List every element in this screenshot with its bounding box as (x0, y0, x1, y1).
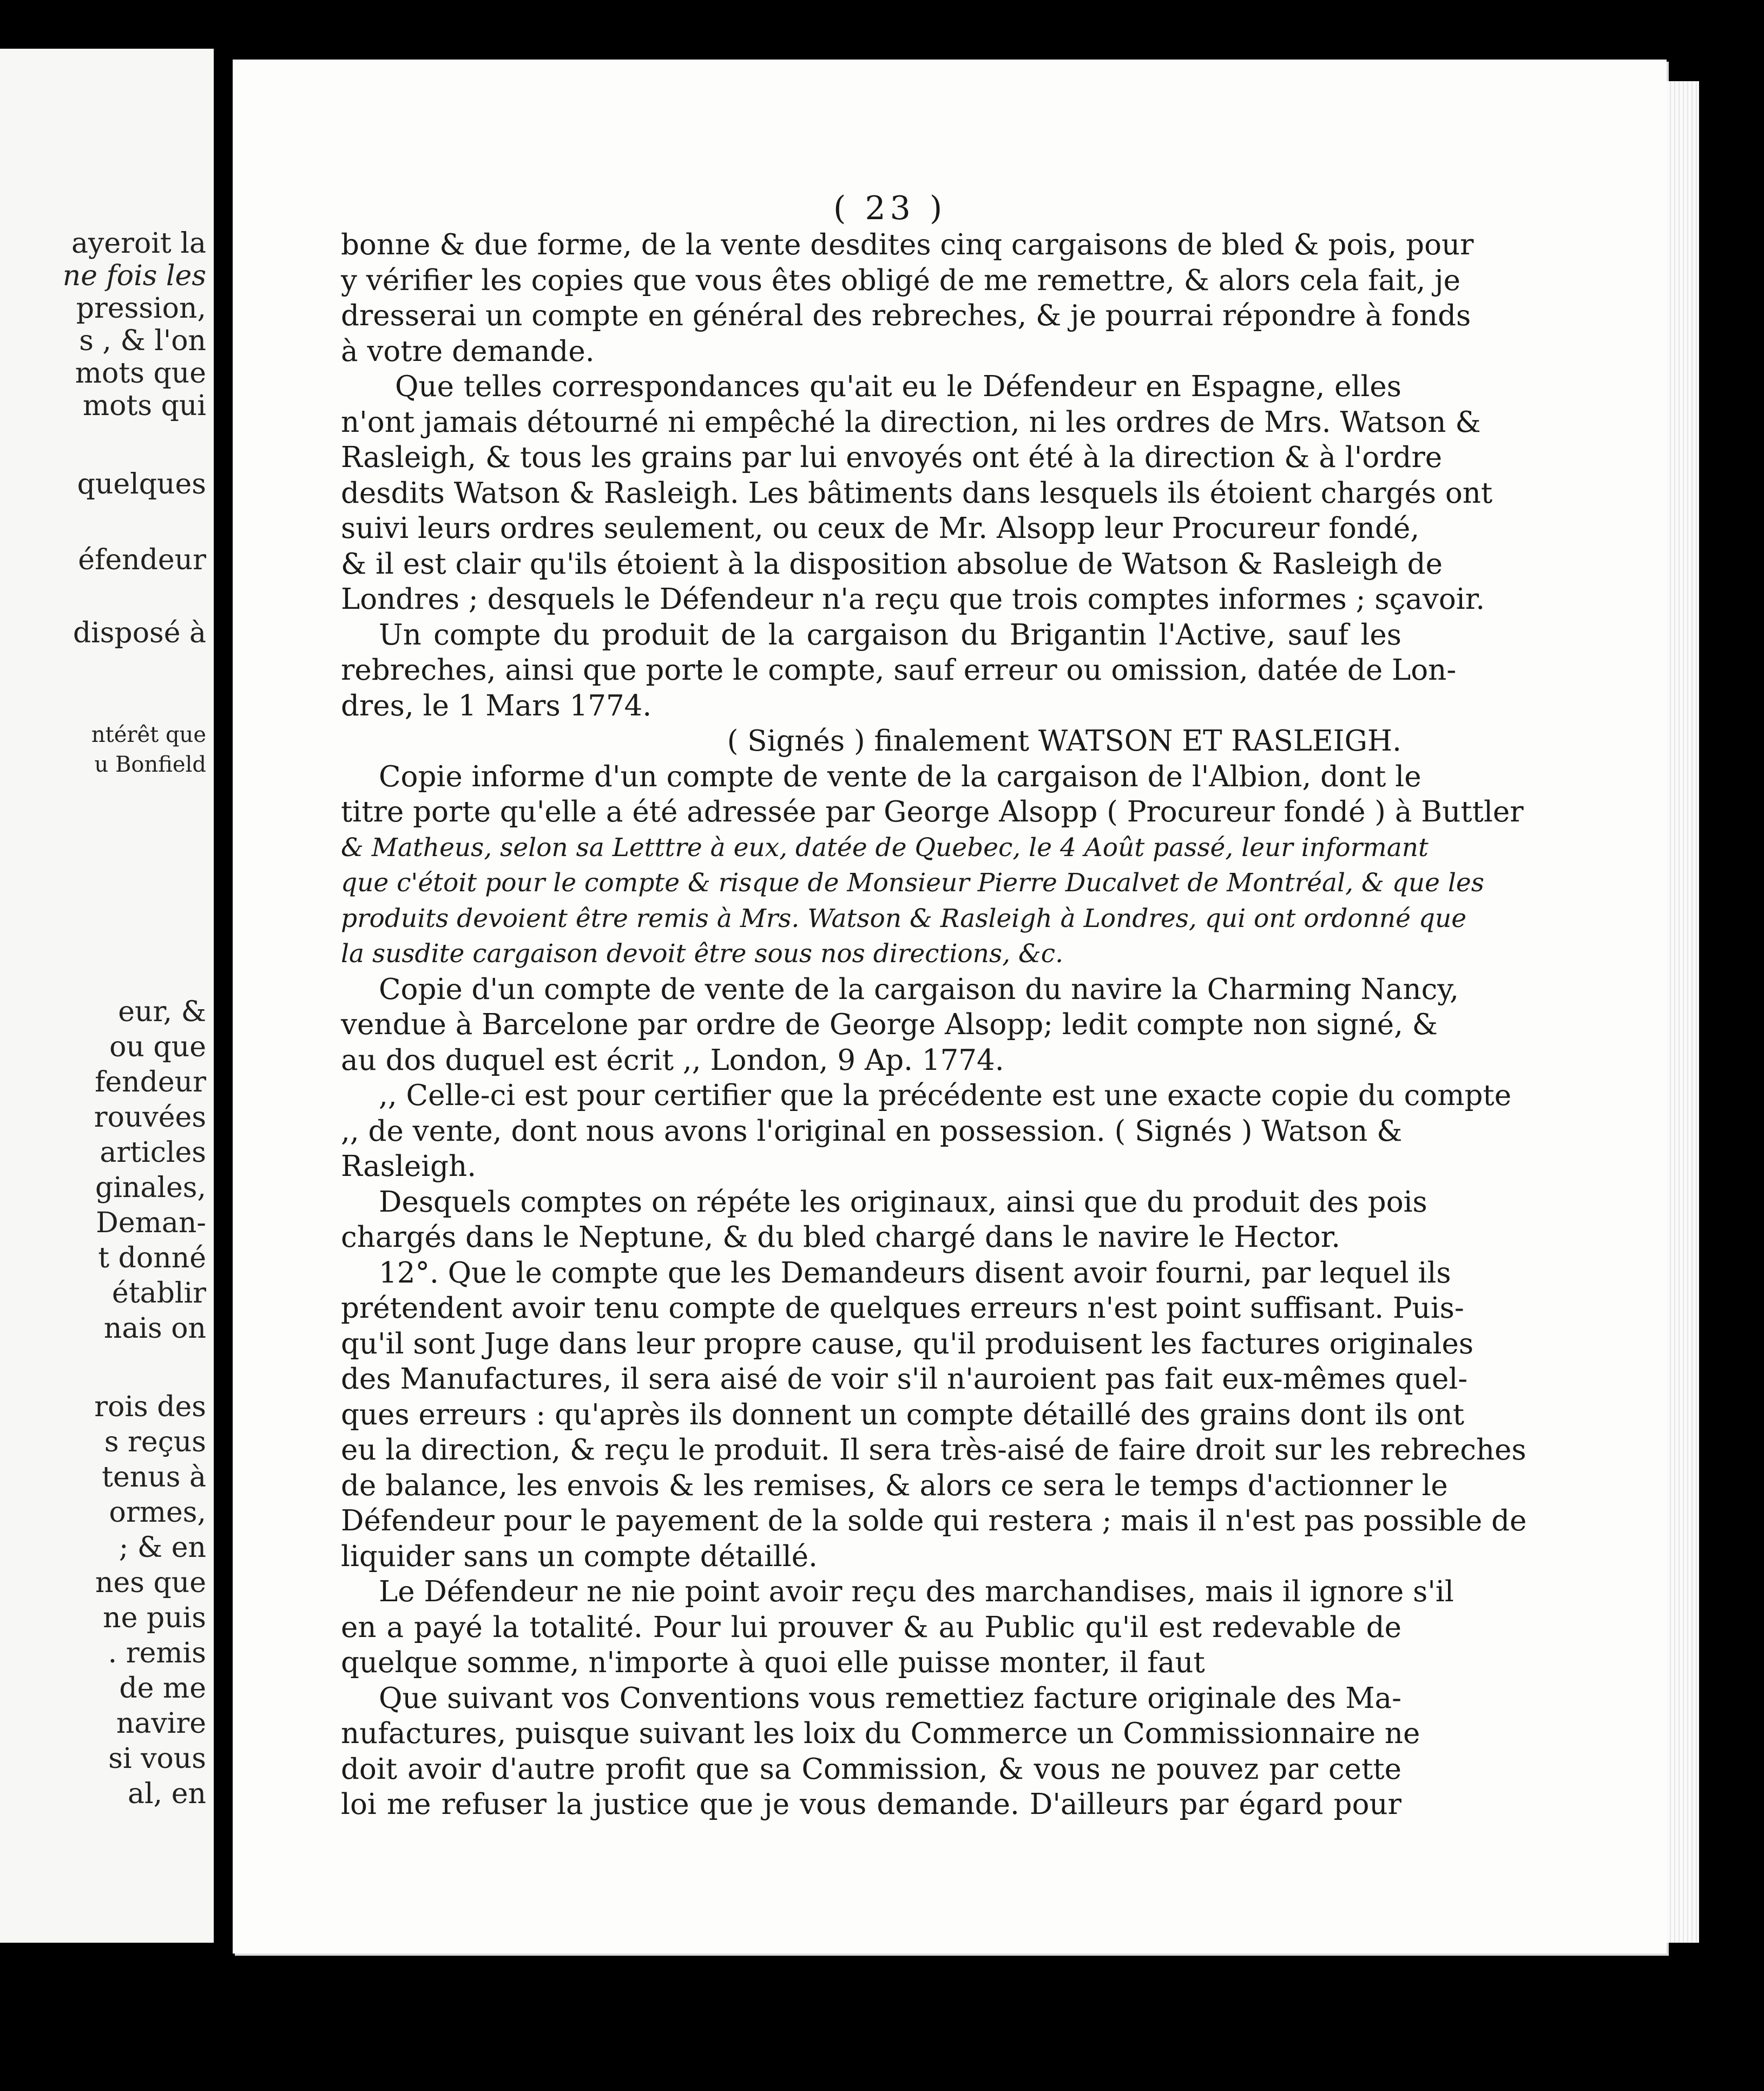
left-fragment: pression, (76, 292, 206, 325)
left-fragment: mots que (75, 357, 206, 390)
text-line: dresserai un compte en général des rebreches, & je pourrai répondre à fonds (341, 299, 1471, 332)
text-line: en a payé la totalité. Pour lui prouver & au Public qu'il est redevable de (341, 1610, 1401, 1644)
left-fragment: tenus à (102, 1461, 206, 1494)
text-line: bonne & due forme, de la vente desdites cinq cargaisons de bled & pois, pour (341, 228, 1474, 261)
text-line: Le Défendeur ne nie point avoir reçu des marchandises, mais il ignore s'il (379, 1575, 1454, 1608)
text-line: & Matheus, selon sa Letttre à eux, datée de Quebec, le 4 Août passé, leur informant (341, 832, 1429, 863)
left-fragment: . remis (108, 1637, 206, 1669)
page-body-text (341, 227, 1527, 1823)
left-fragment: Deman- (96, 1207, 206, 1239)
text-line: 12°. Que le compte que les Demandeurs disent avoir fourni, par lequel ils (379, 1256, 1451, 1290)
text-line: Rasleigh, & tous les grains par lui envoyés ont été à la direction & à l'ordre (341, 441, 1443, 474)
text-line: titre porte qu'elle a été adressée par George Alsopp ( Procureur fondé ) à Buttler (341, 795, 1524, 828)
left-fragment: ntérêt que (91, 722, 206, 747)
left-fragment: éfendeur (78, 544, 206, 576)
left-fragment: eur, & (118, 996, 206, 1028)
left-fragment: ; & en (119, 1531, 206, 1564)
left-fragment: nais on (103, 1312, 206, 1345)
text-line: liquider sans un compte détaillé. (341, 1540, 818, 1573)
left-fragment: articles (100, 1136, 206, 1169)
left-fragment: al, en (128, 1778, 206, 1810)
left-fragment: disposé à (73, 617, 206, 649)
text-line: au dos duquel est écrit ,, London, 9 Ap. 1774. (341, 1043, 1004, 1077)
left-fragment: ginales, (95, 1172, 206, 1204)
text-line: Londres ; desquels le Défendeur n'a reçu que trois comptes informes ; sçavoir. (341, 583, 1485, 616)
text-line: Que suivant vos Conventions vous remettiez facture originale des Ma- (379, 1681, 1401, 1715)
page-number: ( 23 ) (833, 189, 947, 227)
text-line: & il est clair qu'ils étoient à la disposition absolue de Watson & Rasleigh de (341, 547, 1443, 581)
page-edges (1667, 81, 1699, 1943)
text-line: vendue à Barcelone par ordre de George Alsopp; ledit compte non signé, & (341, 1008, 1438, 1041)
left-fragment: établir (111, 1277, 206, 1310)
text-line: ,, de vente, dont nous avons l'original en possession. ( Signés ) Watson & (341, 1114, 1403, 1148)
left-fragment: s , & l'on (79, 325, 206, 357)
text-line: à votre demande. (341, 334, 595, 368)
left-fragment: nes que (95, 1567, 206, 1599)
left-fragment: fendeur (95, 1066, 206, 1099)
text-line: rebreches, ainsi que porte le compte, sauf erreur ou omission, datée de Lon- (341, 654, 1457, 687)
text-line: eu la direction, & reçu le produit. Il sera très-aisé de faire droit sur les rebreches (341, 1434, 1526, 1467)
text-line: Défendeur pour le payement de la solde qui restera ; mais il n'est pas possible de (341, 1504, 1527, 1537)
text-line: la susdite cargaison devoit être sous nos directions, &c. (341, 939, 1064, 969)
text-line: n'ont jamais détourné ni empêché la direction, ni les ordres de Mrs. Watson & (341, 405, 1481, 439)
text-line: dres, le 1 Mars 1774. (341, 689, 652, 722)
text-line: produits devoient être remis à Mrs. Watson & Rasleigh à Londres, qui ont ordonné que (341, 903, 1467, 933)
left-fragment: rouvées (94, 1101, 206, 1134)
text-line: y vérifier les copies que vous êtes obligé de me remettre, & alors cela fait, je (341, 264, 1460, 297)
left-fragment: de me (119, 1672, 206, 1705)
text-line: Copie d'un compte de vente de la cargaison du navire la Charming Nancy, (379, 972, 1459, 1006)
left-facing-page (0, 49, 214, 1943)
left-fragment: quelques (77, 468, 206, 501)
left-fragment: ou que (109, 1031, 206, 1063)
left-fragment: mots qui (82, 390, 206, 422)
text-line: ,, Celle-ci est pour certifier que la précédente est une exacte copie du compte (379, 1079, 1512, 1112)
text-line: nufactures, puisque suivant les loix du Commerce un Commissionnaire ne (341, 1717, 1420, 1750)
left-fragment: ne puis (103, 1602, 206, 1634)
text-line: prétendent avoir tenu compte de quelques erreurs n'est point suffisant. Puis- (341, 1292, 1464, 1325)
text-line: Un compte du produit de la cargaison du Brigantin l'Active, sauf les (379, 618, 1401, 652)
left-fragment: si vous (108, 1742, 206, 1775)
signature-line: ( Signés ) finalement WATSON ET RASLEIGH. (727, 725, 1401, 758)
left-fragment: s reçus (104, 1426, 206, 1458)
text-line: de balance, les envois & les remises, & alors ce sera le temps d'actionner le (341, 1469, 1448, 1502)
text-line: doit avoir d'autre profit que sa Commission, & vous ne pouvez par cette (341, 1752, 1401, 1786)
text-line: loi me refuser la justice que je vous demande. D'ailleurs par égard pour (341, 1788, 1401, 1821)
text-line: des Manufactures, il sera aisé de voir s'il n'auroient pas fait eux-mêmes quel- (341, 1363, 1468, 1396)
text-line: Desquels comptes on répéte les originaux, ainsi que du produit des pois (379, 1185, 1427, 1219)
text-line: que c'étoit pour le compte & risque de Monsieur Pierre Ducalvet de Montréal, & que les (341, 868, 1484, 898)
text-line: Rasleigh. (341, 1150, 477, 1183)
left-fragment: ne fois les (62, 260, 206, 292)
left-fragment: ormes, (109, 1496, 206, 1529)
text-line: Que telles correspondances qu'ait eu le Défendeur en Espagne, elles (395, 370, 1401, 403)
left-fragment: rois des (94, 1391, 206, 1423)
text-line: desdits Watson & Rasleigh. Les bâtiments dans lesquels ils étoient chargés ont (341, 476, 1493, 510)
text-line: ques erreurs : qu'après ils donnent un compte détaillé des grains dont ils ont (341, 1398, 1465, 1431)
left-fragment: t donné (98, 1242, 206, 1274)
text-line: suivi leurs ordres seulement, ou ceux de Mr. Alsopp leur Procureur fondé, (341, 512, 1420, 545)
left-fragment: u Bonfield (94, 752, 206, 777)
text-line: Copie informe d'un compte de vente de la cargaison de l'Albion, dont le (379, 760, 1421, 793)
left-fragment: ayeroit la (71, 227, 206, 260)
text-line: chargés dans le Neptune, & du bled chargé dans le navire le Hector. (341, 1221, 1341, 1254)
left-fragment: navire (116, 1707, 206, 1740)
text-line: qu'il sont Juge dans leur propre cause, qu'il produisent les factures originales (341, 1327, 1474, 1360)
text-line: quelque somme, n'importe à quoi elle puisse monter, il faut (341, 1646, 1205, 1679)
